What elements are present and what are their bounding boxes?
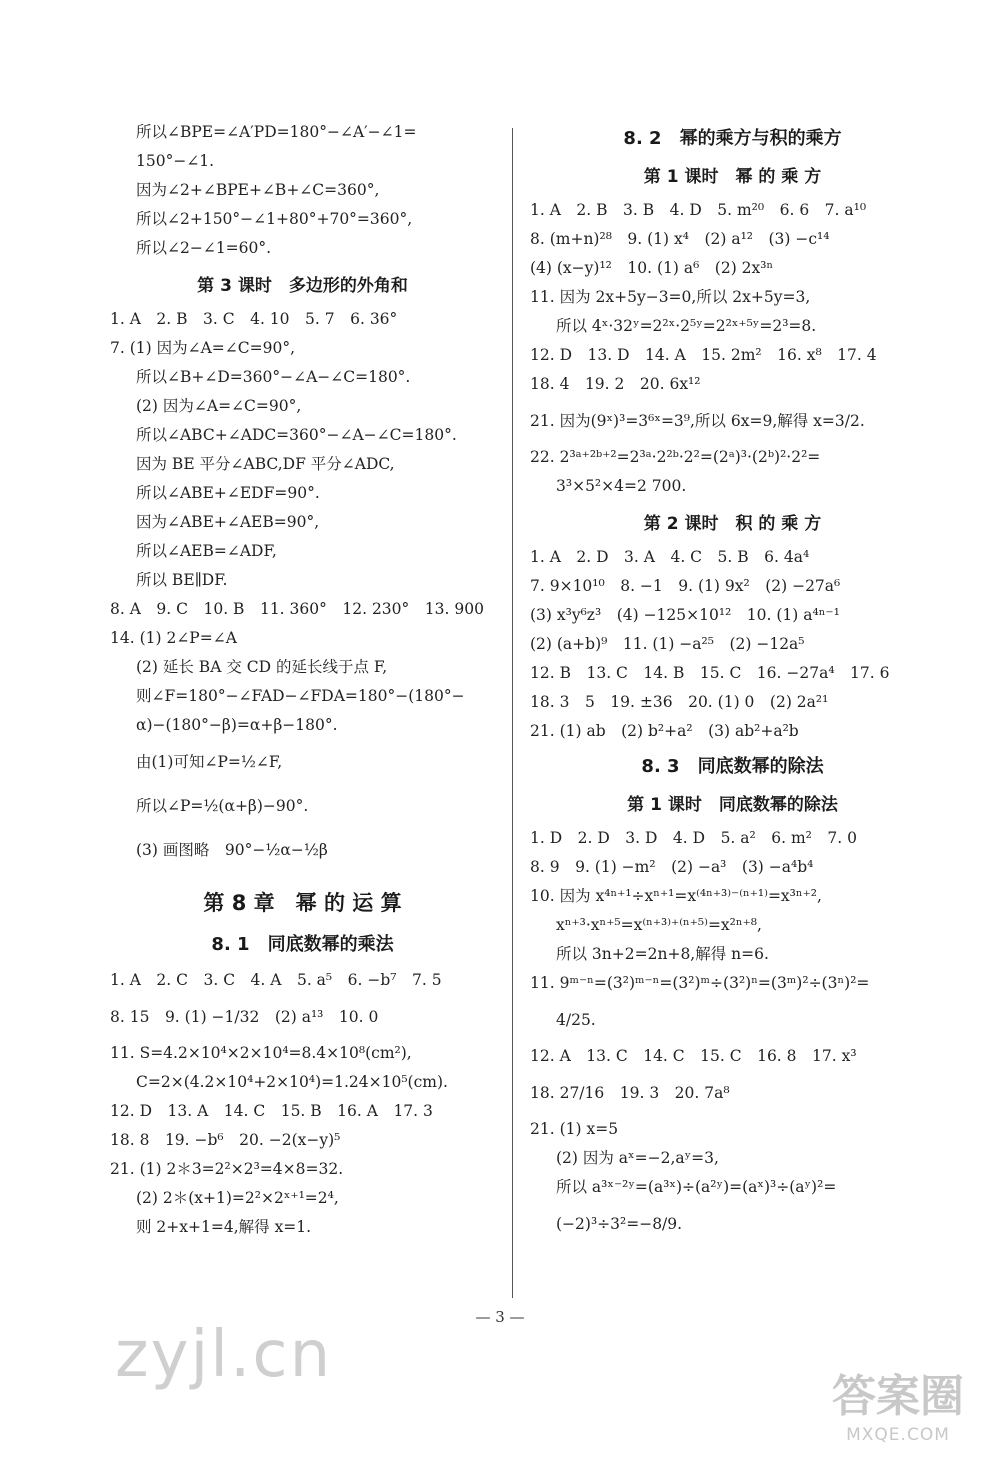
answer-line: 所以 4ˣ·32ʸ=2²ˣ·2⁵ʸ=2²ˣ⁺⁵ʸ=2³=8. [556, 317, 817, 335]
answer-line: 3³×5²×4=2 700. [556, 477, 687, 495]
answer-line: 1. A 2. C 3. C 4. A 5. a⁵ 6. −b⁷ 7. 5 [110, 971, 442, 989]
answer-line: 21. (1) x=5 [530, 1120, 619, 1138]
answer-line: xⁿ⁺³·xⁿ⁺⁵=x⁽ⁿ⁺³⁾⁺⁽ⁿ⁺⁵⁾=x²ⁿ⁺⁸, [556, 916, 762, 934]
answer-line: 12. D 13. A 14. C 15. B 16. A 17. 3 [110, 1102, 433, 1120]
answer-line: 所以∠ABC+∠ADC=360°−∠A−∠C=180°. [136, 426, 457, 444]
section-heading: 8. 2 幂的乘方与积的乘方 [623, 128, 842, 149]
answer-line: 所以∠AEB=∠ADF, [136, 542, 277, 560]
answer-line: (2) 因为 aˣ=−2,aʸ=3, [556, 1149, 719, 1167]
answer-line: 所以 BE∥DF. [136, 571, 228, 589]
answer-line: α)−(180°−β)=α+β−180°. [136, 716, 338, 734]
answer-line: 则∠F=180°−∠FAD−∠FDA=180°−(180°− [136, 687, 465, 705]
answer-line: 21. (1) ab (2) b²+a² (3) ab²+a²b [530, 722, 799, 740]
watermark-logo: 答案圈 [832, 1371, 964, 1422]
answer-line: (2) 因为∠A=∠C=90°, [136, 397, 302, 415]
answer-line: 8. A 9. C 10. B 11. 360° 12. 230° 13. 900 [110, 600, 484, 618]
answer-line: 所以∠2+150°−∠1+80°+70°=360°, [136, 210, 413, 228]
answer-line: 因为 BE 平分∠ABC,DF 平分∠ADC, [136, 455, 395, 473]
watermark-mxqe [808, 1370, 988, 1446]
answer-line: 所以∠ABE+∠EDF=90°. [136, 484, 320, 502]
answer-line: 1. A 2. B 3. B 4. D 5. m²⁰ 6. 6 7. a¹⁰ [530, 201, 867, 219]
answer-line: 11. S=4.2×10⁴×2×10⁴=8.4×10⁸(cm²), [110, 1044, 412, 1062]
section-heading: 8. 1 同底数幂的乘法 [211, 934, 394, 955]
answer-line: (−2)³÷3²=−8/9. [556, 1215, 683, 1233]
answer-line: 22. 2³ᵃ⁺²ᵇ⁺²=2³ᵃ·2²ᵇ·2²=(2ᵃ)³·(2ᵇ)²·2²= [530, 448, 821, 466]
answer-line: (2) 2＊(x+1)=2²×2ˣ⁺¹=2⁴, [136, 1189, 339, 1207]
section-heading: 第 8 章 幂 的 运 算 [203, 891, 402, 915]
section-heading: 8. 3 同底数幂的除法 [641, 756, 824, 777]
answer-line: 所以∠B+∠D=360°−∠A−∠C=180°. [136, 368, 411, 386]
answer-line: 所以∠2−∠1=60°. [136, 239, 272, 257]
answer-line: 14. (1) 2∠P=∠A [110, 629, 237, 647]
page-number: — 3 — [475, 1308, 525, 1326]
answer-line: 4/25. [556, 1011, 596, 1029]
answer-line: 7. 9×10¹⁰ 8. −1 9. (1) 9x² (2) −27a⁶ [530, 577, 841, 595]
watermark-url: MXQE.COM [846, 1425, 950, 1445]
answer-line: 21. (1) 2＊3=2²×2³=4×8=32. [110, 1160, 344, 1178]
answer-line: (3) 画图略 90°−½α−½β [136, 841, 328, 859]
answer-line: 所以∠BPE=∠A′PD=180°−∠A′−∠1= [136, 123, 417, 141]
answer-line: 8. (m+n)²⁸ 9. (1) x⁴ (2) a¹² (3) −c¹⁴ [530, 230, 830, 248]
answer-line: 8. 15 9. (1) −1/32 (2) a¹³ 10. 0 [110, 1008, 379, 1026]
answer-line: (4) (x−y)¹² 10. (1) a⁶ (2) 2x³ⁿ [530, 259, 774, 277]
answer-line: 8. 9 9. (1) −m² (2) −a³ (3) −a⁴b⁴ [530, 858, 814, 876]
answer-line: 150°−∠1. [136, 152, 215, 170]
answer-line: 18. 3 5 19. ±36 20. (1) 0 (2) 2a²¹ [530, 693, 829, 711]
answer-line: 所以∠P=½(α+β)−90°. [136, 797, 309, 815]
answer-line: (2) (a+b)⁹ 11. (1) −a²⁵ (2) −12a⁵ [530, 635, 805, 653]
answer-line: 所以 3n+2=2n+8,解得 n=6. [556, 945, 769, 963]
answer-line: 因为∠ABE+∠AEB=90°, [136, 513, 320, 531]
answer-line: 1. A 2. D 3. A 4. C 5. B 6. 4a⁴ [530, 548, 810, 566]
answer-line: C=2×(4.2×10⁴+2×10⁴)=1.24×10⁵(cm). [136, 1073, 448, 1091]
answer-line: 1. D 2. D 3. D 4. D 5. a² 6. m² 7. 0 [530, 829, 857, 847]
answer-line: (3) x³y⁶z³ (4) −125×10¹² 10. (1) a⁴ⁿ⁻¹ [530, 606, 840, 624]
section-heading: 第 3 课时 多边形的外角和 [197, 276, 408, 296]
section-heading: 第 1 课时 幂 的 乘 方 [643, 167, 822, 187]
answer-line: 12. D 13. D 14. A 15. 2m² 16. x⁸ 17. 4 [530, 346, 877, 364]
answer-line: 21. 因为(9ˣ)³=3⁶ˣ=3⁹,所以 6x=9,解得 x=3/2. [530, 412, 865, 430]
answer-line: 10. 因为 x⁴ⁿ⁺¹÷xⁿ⁺¹=x⁽⁴ⁿ⁺³⁾⁻⁽ⁿ⁺¹⁾=x³ⁿ⁺², [530, 887, 822, 905]
section-heading: 第 2 课时 积 的 乘 方 [643, 514, 822, 534]
left-column [110, 118, 495, 1242]
section-heading: 第 1 课时 同底数幂的除法 [627, 795, 838, 815]
answer-line: 因为∠2+∠BPE+∠B+∠C=360°, [136, 181, 380, 199]
watermark-zyjl: zyjl.cn [115, 1318, 333, 1392]
answer-line: 所以 a³ˣ⁻²ʸ=(a³ˣ)÷(a²ʸ)=(aˣ)³÷(aʸ)²= [556, 1178, 837, 1196]
answer-line: 18. 27/16 19. 3 20. 7a⁸ [530, 1084, 730, 1102]
right-column [530, 118, 935, 1246]
column-divider [512, 128, 513, 1298]
answer-line: 1. A 2. B 3. C 4. 10 5. 7 6. 36° [110, 310, 398, 328]
answer-line: 12. B 13. C 14. B 15. C 16. −27a⁴ 17. 6 [530, 664, 890, 682]
answer-line: 18. 8 19. −b⁶ 20. −2(x−y)⁵ [110, 1131, 341, 1149]
answer-line: 11. 因为 2x+5y−3=0,所以 2x+5y=3, [530, 288, 811, 306]
answer-line: 11. 9ᵐ⁻ⁿ=(3²)ᵐ⁻ⁿ=(3²)ᵐ÷(3²)ⁿ=(3ᵐ)²÷(3ⁿ)²= [530, 974, 870, 992]
answer-line: (2) 延长 BA 交 CD 的延长线于点 F, [136, 658, 388, 676]
answer-line: 18. 4 19. 2 20. 6x¹² [530, 375, 701, 393]
answer-line: 7. (1) 因为∠A=∠C=90°, [110, 339, 296, 357]
answer-line: 12. A 13. C 14. C 15. C 16. 8 17. x³ [530, 1047, 857, 1065]
answer-line: 由(1)可知∠P=½∠F, [136, 753, 283, 771]
answer-line: 则 2+x+1=4,解得 x=1. [136, 1218, 312, 1236]
